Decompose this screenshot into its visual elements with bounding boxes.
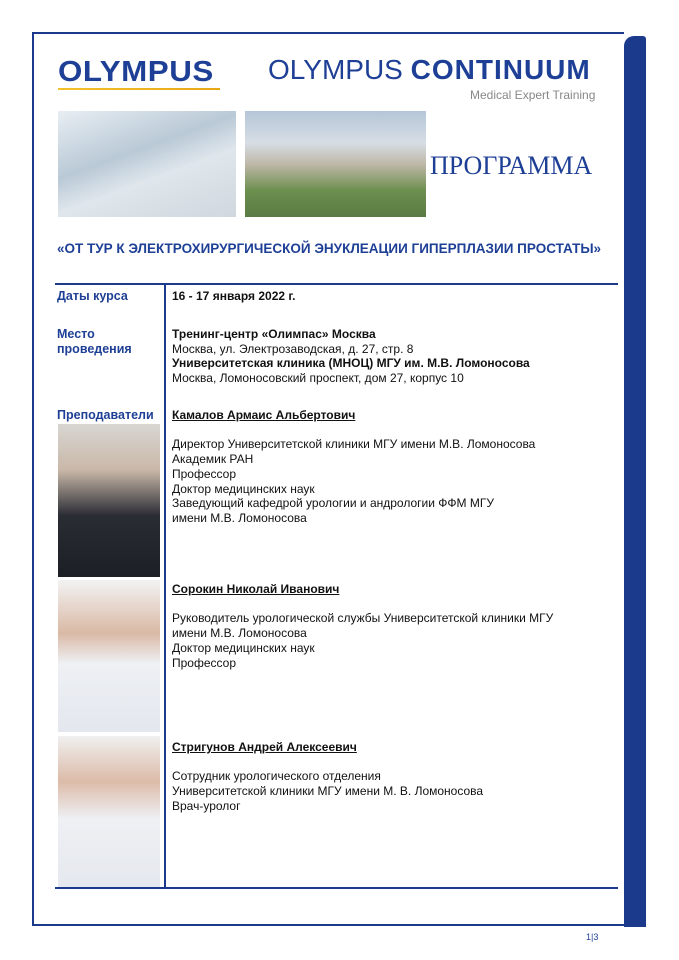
page-heading: ПРОГРАММА [430,151,593,180]
instructor-name: Камалов Армаис Альбертович [172,408,356,422]
venue-block [172,327,530,386]
operating-room-photo [58,111,236,217]
logo-light: OLYMPUS [268,54,403,85]
instructor-detail: Сотрудник урологического отделения [172,769,381,784]
instructor-photo [58,424,160,577]
instructor-detail: Доктор медицинских наук [172,640,315,655]
instructor-detail: Профессор [172,466,237,481]
instructor-name: Сорокин Николай Иванович [172,582,340,596]
instructor-entry [172,408,535,526]
tagline: Medical Expert Training [470,88,596,102]
instructors-label: Преподаватели [57,408,154,422]
column-divider [164,284,166,889]
instructor-detail: Директор Университетской клиники МГУ имени М.В. Ломоносова [172,437,536,452]
instructor-detail: Доктор медицинских наук [172,481,315,496]
instructor-entry [172,740,483,814]
continuum-logo [268,54,591,86]
instructor-detail: имени М.В. Ломоносова [172,510,307,525]
venue-label [57,327,132,357]
course-title: «ОТ ТУР К ЭЛЕКТРОХИРУРГИЧЕСКОЙ ЭНУКЛЕАЦИИ ГИПЕРПЛАЗИИ ПРОСТАТЫ» [57,241,602,256]
olympus-logo: OLYMPUS [58,56,214,88]
instructor-photo [58,580,160,732]
venue-line: Тренинг-центр «Олимпас» Москва [172,327,376,341]
side-accent-bar [624,36,646,927]
instructor-name: Стригунов Андрей Алексеевич [172,740,357,754]
bottom-divider [55,887,618,889]
page-number: 1|3 [586,932,599,942]
venue-label-2: проведения [57,342,132,356]
venue-line: Москва, ул. Электрозаводская, д. 27, стр. 8 [172,341,414,356]
instructor-detail: имени М.В. Ломоносова [172,626,307,641]
venue-line: Москва, Ломоносовский проспект, дом 27, корпус 10 [172,371,464,386]
logo-bold: CONTINUUM [410,54,591,85]
logo-underline [58,88,220,90]
instructor-detail: Врач-уролог [172,798,241,813]
top-divider [55,283,618,285]
instructor-detail: Университетской клиники МГУ имени М. В. Ломоносова [172,784,484,799]
dates-label: Даты курса [57,289,128,303]
instructor-detail: Академик РАН [172,452,254,467]
venue-line: Университетская клиника (МНОЦ) МГУ им. М.В. Ломоносова [172,356,530,371]
moscow-clinic-photo [245,111,426,217]
venue-label-1: Место [57,327,95,341]
instructor-entry [172,582,553,670]
instructor-photo [58,736,160,887]
instructor-detail: Профессор [172,655,237,670]
instructor-detail: Заведующий кафедрой урологии и андрологии ФФМ МГУ [172,496,494,511]
dates-value: 16 - 17 января 2022 г. [172,289,296,303]
instructor-detail: Руководитель урологической службы Университетской клиники МГУ [172,611,554,626]
